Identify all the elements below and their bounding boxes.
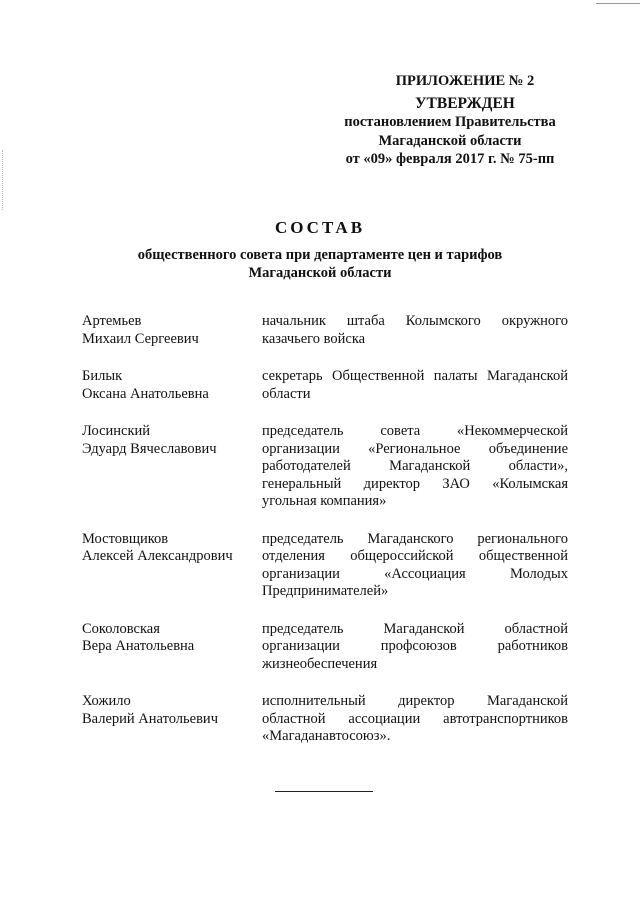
scan-artifact-line bbox=[596, 3, 640, 4]
member-surname: Билык bbox=[82, 368, 123, 384]
member-row bbox=[82, 531, 568, 601]
members-list bbox=[82, 313, 568, 766]
member-name bbox=[82, 621, 262, 674]
member-name bbox=[82, 693, 262, 746]
member-role: председатель Магаданской областной организации профсоюзов работников жизнеобеспечения bbox=[262, 620, 568, 672]
closing-separator-line bbox=[275, 791, 373, 792]
member-role: председатель совета «Некоммерческой организации «Региональное объединение работодателей Магаданской области», генеральный директор ЗАО «Колымская угольная компания» bbox=[262, 423, 568, 509]
member-role: секретарь Общественной палаты Магаданской области bbox=[262, 368, 568, 402]
scan-artifact-dots bbox=[2, 150, 4, 210]
member-name bbox=[82, 368, 262, 403]
document-title: СОСТАВ bbox=[274, 218, 366, 237]
member-role: начальник штаба Колымского окружного казачьего войска bbox=[262, 313, 568, 347]
member-given-name: Валерий Анатольевич bbox=[82, 710, 218, 727]
member-name bbox=[82, 531, 262, 601]
member-given-name: Оксана Анатольевна bbox=[82, 385, 209, 402]
member-row bbox=[82, 693, 568, 746]
document-subtitle bbox=[0, 246, 640, 282]
member-role: председатель Магаданского регионального отделения общероссийской общественной организации «Ассоциация Молодых Предпринимателей» bbox=[262, 530, 568, 599]
approval-line-1: постановлением Правительства bbox=[344, 114, 556, 130]
member-row bbox=[82, 423, 568, 511]
member-row bbox=[82, 313, 568, 348]
member-surname: Хожило bbox=[82, 693, 131, 709]
member-given-name: Вера Анатольевна bbox=[82, 638, 195, 654]
member-given-name: Эдуард Вячеславович bbox=[82, 440, 217, 457]
member-name bbox=[82, 313, 262, 348]
approval-block bbox=[320, 72, 580, 169]
member-surname: Лосинский bbox=[82, 423, 151, 439]
member-surname: Мостовщиков bbox=[82, 530, 169, 547]
subtitle-line-2: Магаданской области bbox=[248, 265, 392, 281]
member-given-name: Михаил Сергеевич bbox=[82, 330, 199, 347]
member-row bbox=[82, 621, 568, 674]
subtitle-line-1: общественного совета при департаменте цен и тарифов bbox=[137, 247, 503, 263]
approved-label: УТВЕРЖДЕН bbox=[415, 94, 515, 112]
member-given-name: Алексей Александрович bbox=[82, 548, 233, 564]
approval-date-number: от «09» февраля 2017 г. № 75-пп bbox=[345, 151, 555, 167]
member-row bbox=[82, 368, 568, 403]
member-surname: Соколовская bbox=[82, 620, 160, 637]
member-surname: Артемьев bbox=[82, 313, 142, 329]
member-name bbox=[82, 423, 262, 511]
member-role: исполнительный директор Магаданской областной ассоциации автотранспортников «Магаданавтосоюз». bbox=[262, 693, 568, 744]
approval-line-2: Магаданской области bbox=[378, 132, 522, 149]
annex-number: ПРИЛОЖЕНИЕ № 2 bbox=[395, 73, 535, 89]
